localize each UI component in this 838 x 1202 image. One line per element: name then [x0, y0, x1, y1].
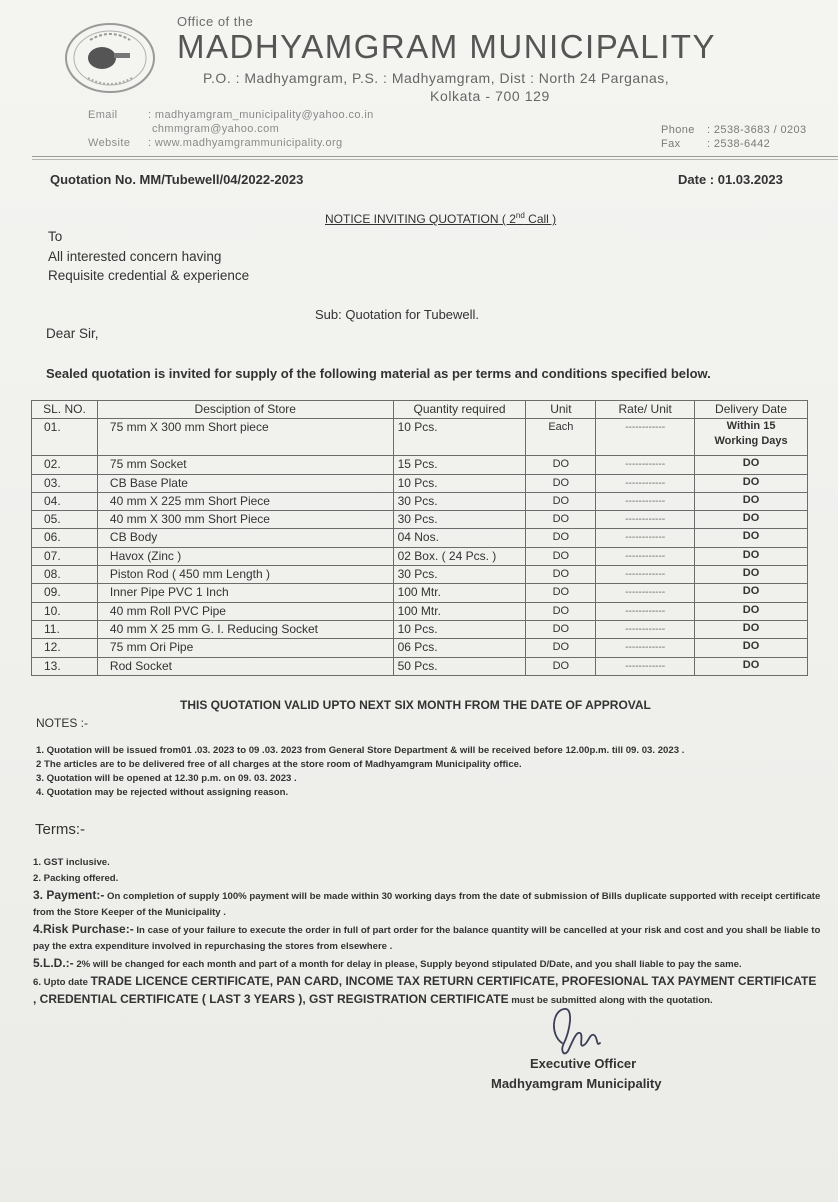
cell-unit: DO — [526, 602, 596, 620]
cell-description: 75 mm Ori Pipe — [97, 639, 393, 657]
table-row — [32, 639, 808, 657]
cell-unit: DO — [526, 584, 596, 602]
term-label: 5.L.D.:- — [33, 956, 74, 970]
cell-unit: DO — [526, 620, 596, 638]
cell-sl: 05. — [32, 511, 98, 529]
cell-unit: DO — [526, 474, 596, 492]
table-row — [32, 492, 808, 510]
salutation: Dear Sir, — [46, 326, 99, 341]
cell-description: CB Body — [97, 529, 393, 547]
intro-paragraph: Sealed quotation is invited for supply of the following material as per terms and conditions specified below. — [46, 366, 711, 381]
note-item: 4. Quotation may be rejected without assigning reason. — [36, 787, 289, 798]
cell-rate: ------------ — [596, 584, 695, 602]
cell-rate: ------------ — [596, 602, 695, 620]
term-text: In case of your failure to execute the order in full of part order for the balance quantity will be cancelled at your risk and cost and you shall be liable to pay the extra expenditure involved in repurchasing the stores from elsewhere . — [33, 925, 821, 952]
cell-sl: 04. — [32, 492, 98, 510]
municipality-seal-icon — [60, 20, 160, 96]
items-table — [31, 400, 808, 676]
cell-delivery: DO — [695, 456, 808, 474]
cell-delivery: DO — [695, 657, 808, 675]
cell-description: Havox (Zinc ) — [97, 547, 393, 565]
table-row — [32, 547, 808, 565]
cell-rate: ------------ — [596, 639, 695, 657]
term-label: Payment:- — [43, 888, 105, 902]
term-text: must be submitted along with the quotation. — [508, 995, 713, 1006]
header-unit: Unit — [526, 401, 596, 419]
cell-unit: Each — [526, 419, 596, 456]
cell-unit: DO — [526, 566, 596, 584]
cell-delivery: DO — [695, 492, 808, 510]
phone-number: : 2538-3683 / 0203 — [707, 124, 807, 136]
header-quantity: Quantity required — [393, 401, 526, 419]
addressee-block — [48, 227, 249, 286]
cell-rate: ------------ — [596, 456, 695, 474]
cell-description: CB Base Plate — [97, 474, 393, 492]
terms-list — [33, 855, 823, 1009]
validity-statement: THIS QUOTATION VALID UPTO NEXT SIX MONTH FROM THE DATE OF APPROVAL — [180, 698, 651, 712]
cell-quantity: 30 Pcs. — [393, 492, 526, 510]
cell-sl: 02. — [32, 456, 98, 474]
cell-description: 40 mm X 25 mm G. I. Reducing Socket — [97, 620, 393, 638]
cell-quantity: 04 Nos. — [393, 529, 526, 547]
notes-heading: NOTES :- — [36, 716, 89, 730]
cell-quantity: 10 Pcs. — [393, 620, 526, 638]
cell-quantity: 02 Box. ( 24 Pcs. ) — [393, 547, 526, 565]
table-row — [32, 657, 808, 675]
terms-heading: Terms:- — [35, 821, 85, 838]
table-row — [32, 566, 808, 584]
cell-rate: ------------ — [596, 657, 695, 675]
cell-sl: 01. — [32, 419, 98, 456]
cell-rate: ------------ — [596, 620, 695, 638]
cell-unit: DO — [526, 657, 596, 675]
cell-delivery: DO — [695, 602, 808, 620]
table-row — [32, 511, 808, 529]
cell-sl: 07. — [32, 547, 98, 565]
table-row — [32, 456, 808, 474]
signature-icon — [540, 1003, 610, 1059]
note-item: 1. Quotation will be issued from01 .03. 2023 to 09 .03. 2023 from General Store Department & will be received before 12.00p.m. till 09. 03. 2023 . — [36, 745, 685, 756]
cell-quantity: 15 Pcs. — [393, 456, 526, 474]
cell-description: Piston Rod ( 450 mm Length ) — [97, 566, 393, 584]
header-divider-secondary — [32, 159, 838, 160]
addressee-line-1: All interested concern having — [48, 248, 222, 264]
term-number: 3. — [33, 888, 44, 902]
email-secondary: chmmgram@yahoo.com — [152, 123, 280, 135]
cell-unit: DO — [526, 511, 596, 529]
delivery-line-2: Working Days — [714, 435, 788, 448]
signatory-title: Executive Officer — [530, 1056, 637, 1071]
notice-title — [325, 211, 556, 226]
cell-sl: 08. — [32, 566, 98, 584]
header-description: Desciption of Store — [97, 401, 393, 419]
term-item-payment — [33, 887, 823, 921]
term-text: 2% will be changed for each month and part of a month for delay in please, Supply beyond stipulated D/Date, and you shall liable to pay the same. — [73, 959, 742, 970]
quotation-date: Date : 01.03.2023 — [678, 172, 783, 187]
email-label: Email — [88, 109, 118, 121]
cell-description: 40 mm Roll PVC Pipe — [97, 602, 393, 620]
term-item-documents — [33, 973, 823, 1009]
cell-sl: 12. — [32, 639, 98, 657]
table-header-row — [32, 401, 808, 419]
cell-delivery — [695, 419, 808, 456]
cell-unit: DO — [526, 529, 596, 547]
fax-label: Fax — [661, 138, 681, 150]
term-item-ld — [33, 955, 823, 973]
cell-rate: ------------ — [596, 547, 695, 565]
cell-rate: ------------ — [596, 566, 695, 584]
cell-delivery: DO — [695, 639, 808, 657]
cell-sl: 03. — [32, 474, 98, 492]
cell-rate: ------------ — [596, 511, 695, 529]
term-item: 2. Packing offered. — [33, 873, 119, 884]
fax-number: : 2538-6442 — [707, 138, 771, 150]
cell-quantity: 30 Pcs. — [393, 511, 526, 529]
cell-sl: 10. — [32, 602, 98, 620]
website-label: Website — [88, 137, 131, 149]
cell-description: 75 mm Socket — [97, 456, 393, 474]
cell-quantity: 100 Mtr. — [393, 602, 526, 620]
cell-rate: ------------ — [596, 474, 695, 492]
cell-rate: ------------ — [596, 419, 695, 456]
cell-quantity: 06 Pcs. — [393, 639, 526, 657]
website-url: : www.madhyamgrammunicipality.org — [148, 137, 343, 149]
header-sl-no: SL. NO. — [32, 401, 98, 419]
cell-delivery: DO — [695, 529, 808, 547]
table-row — [32, 419, 808, 456]
office-of-label: Office of the — [177, 14, 254, 29]
table-row — [32, 620, 808, 638]
cell-delivery: DO — [695, 584, 808, 602]
cell-description: 40 mm X 225 mm Short Piece — [97, 492, 393, 510]
cell-delivery: DO — [695, 474, 808, 492]
notice-title-sup: nd — [515, 211, 525, 220]
phone-label: Phone — [661, 124, 695, 136]
signatory-organization: Madhyamgram Municipality — [491, 1076, 662, 1091]
to-line: To — [48, 229, 63, 244]
cell-unit: DO — [526, 639, 596, 657]
cell-quantity: 50 Pcs. — [393, 657, 526, 675]
cell-description: 75 mm X 300 mm Short piece — [97, 419, 393, 456]
municipality-name: MADHYAMGRAM MUNICIPALITY — [177, 28, 716, 65]
note-item: 2 The articles are to be delivered free of all charges at the store room of Madhyamgram Municipality office. — [36, 759, 522, 770]
table-row — [32, 602, 808, 620]
cell-unit: DO — [526, 456, 596, 474]
cell-delivery: DO — [695, 566, 808, 584]
cell-delivery: DO — [695, 620, 808, 638]
cell-delivery: DO — [695, 511, 808, 529]
term-documents: TRADE LICENCE CERTIFICATE, PAN CARD, INCOME TAX RETURN CERTIFICATE, PROFESIONAL TAX PAYMENT CERTIFICATE , CREDENTIAL CERTIFICATE ( LAST 3 YEARS ), GST REGISTRATION CERTIFICATE — [33, 974, 817, 1006]
header-delivery: Delivery Date — [695, 401, 808, 419]
quotation-number: Quotation No. MM/Tubewell/04/2022-2023 — [50, 172, 304, 187]
notes-list — [36, 744, 684, 800]
cell-description: 40 mm X 300 mm Short Piece — [97, 511, 393, 529]
term-item: 1. GST inclusive. — [33, 857, 110, 868]
header-rate: Rate/ Unit — [596, 401, 695, 419]
cell-sl: 09. — [32, 584, 98, 602]
cell-sl: 11. — [32, 620, 98, 638]
table-row — [32, 529, 808, 547]
cell-quantity: 100 Mtr. — [393, 584, 526, 602]
term-text: 6. Upto date — [33, 977, 91, 988]
cell-quantity: 10 Pcs. — [393, 419, 526, 456]
cell-quantity: 30 Pcs. — [393, 566, 526, 584]
contact-email-website — [88, 108, 374, 150]
subject-line: Sub: Quotation for Tubewell. — [315, 307, 480, 322]
cell-delivery: DO — [695, 547, 808, 565]
cell-description: Rod Socket — [97, 657, 393, 675]
header-divider — [32, 156, 838, 157]
cell-quantity: 10 Pcs. — [393, 474, 526, 492]
address-line-1: P.O. : Madhyamgram, P.S. : Madhyamgram, Dist : North 24 Parganas, — [203, 70, 670, 86]
delivery-line-1: Within 15 — [726, 420, 776, 433]
address-line-2: Kolkata - 700 129 — [430, 88, 550, 104]
addressee-line-2: Requisite credential & experience — [48, 268, 250, 283]
term-item-risk — [33, 921, 823, 955]
notice-title-end: Call ) — [524, 212, 557, 226]
table-row — [32, 474, 808, 492]
term-label: 4.Risk Purchase:- — [33, 922, 134, 936]
cell-unit: DO — [526, 547, 596, 565]
table-row — [32, 584, 808, 602]
cell-unit: DO — [526, 492, 596, 510]
cell-description: Inner Pipe PVC 1 Inch — [97, 584, 393, 602]
email-primary: : madhyamgram_municipality@yahoo.co.in — [148, 109, 374, 121]
term-text: On completion of supply 100% payment will be made within 30 working days from the date of submission of Bills duplicate supported with receipt certificate from the Store Keeper of the Municipality . — [33, 891, 821, 918]
cell-rate: ------------ — [596, 529, 695, 547]
contact-phone-fax — [661, 123, 807, 151]
cell-sl: 06. — [32, 529, 98, 547]
cell-sl: 13. — [32, 657, 98, 675]
cell-rate: ------------ — [596, 492, 695, 510]
notice-title-main: NOTICE INVITING QUOTATION ( 2 — [325, 212, 516, 226]
note-item: 3. Quotation will be opened at 12.30 p.m. on 09. 03. 2023 . — [36, 773, 297, 784]
